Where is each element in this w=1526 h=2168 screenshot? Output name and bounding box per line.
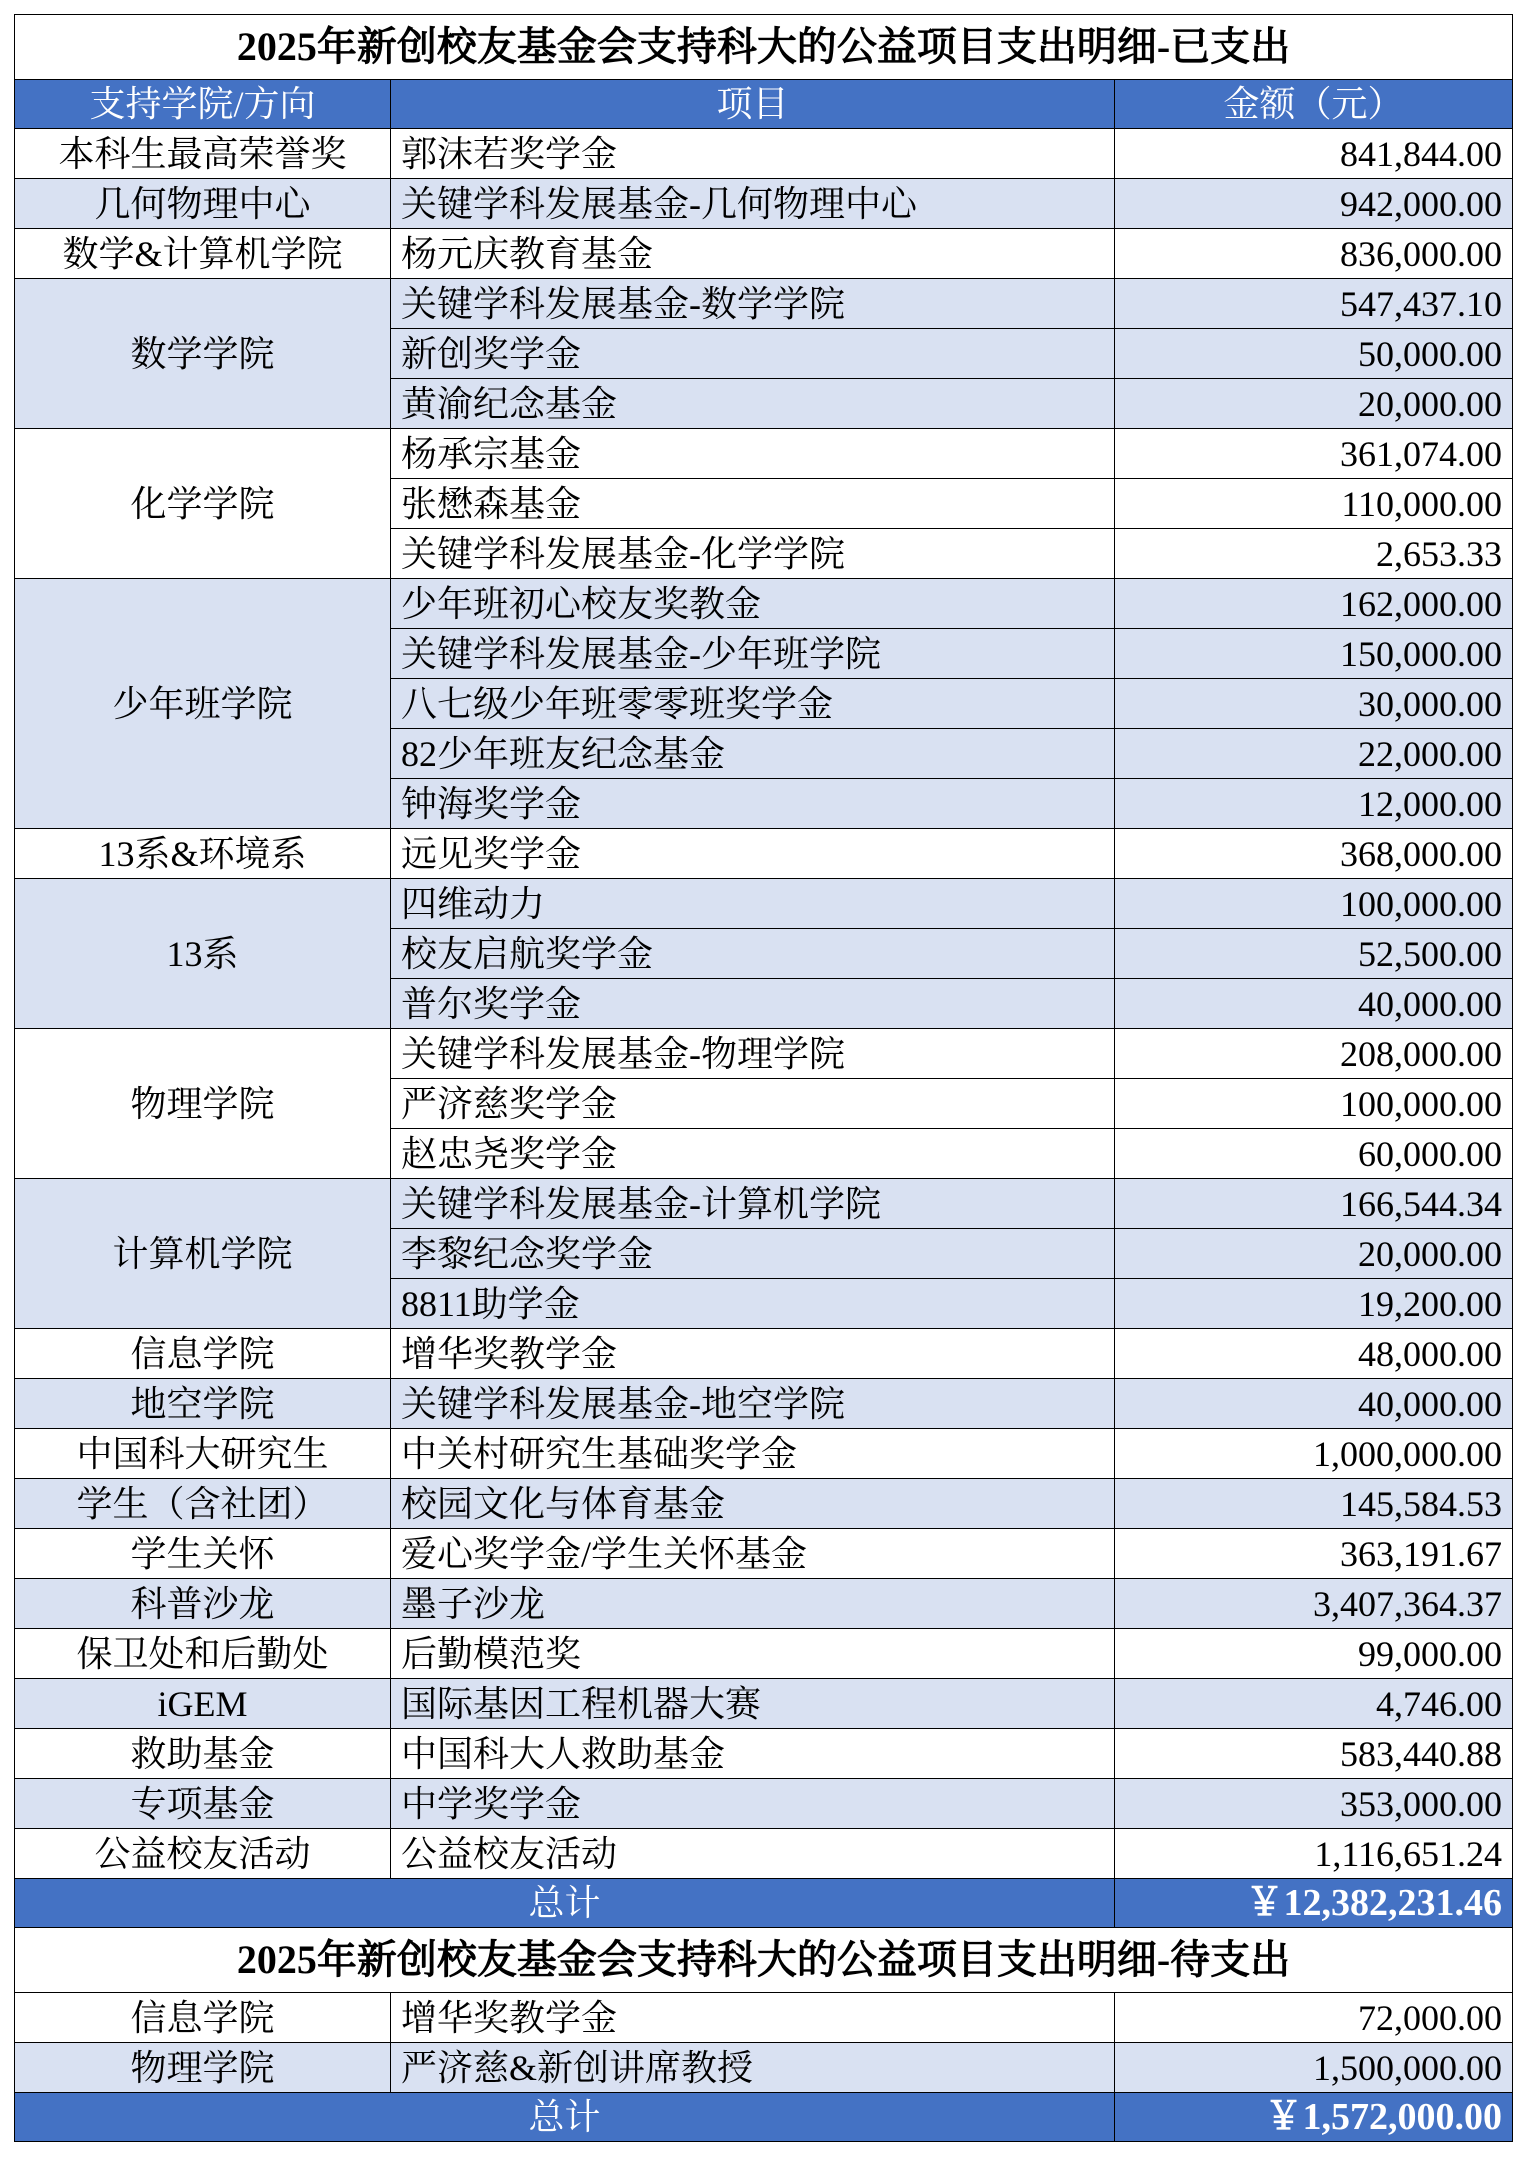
table-row [15, 1579, 1513, 1629]
table-row [15, 1779, 1513, 1829]
amount-cell: 547,437.10 [1115, 279, 1513, 329]
college-cell: 几何物理中心 [15, 179, 391, 229]
amount-cell: 1,500,000.00 [1115, 2043, 1513, 2093]
amount-cell: 50,000.00 [1115, 329, 1513, 379]
paid-title-row [15, 15, 1513, 80]
amount-cell: 2,653.33 [1115, 529, 1513, 579]
amount-cell: 60,000.00 [1115, 1129, 1513, 1179]
project-cell: 增华奖教学金 [391, 1993, 1115, 2043]
project-cell: 公益校友活动 [391, 1829, 1115, 1879]
project-cell: 郭沫若奖学金 [391, 129, 1115, 179]
table-row [15, 229, 1513, 279]
table-row [15, 2043, 1513, 2093]
project-cell: 爱心奖学金/学生关怀基金 [391, 1529, 1115, 1579]
college-cell: 科普沙龙 [15, 1579, 391, 1629]
project-cell: 八七级少年班零零班奖学金 [391, 679, 1115, 729]
college-cell: 信息学院 [15, 1329, 391, 1379]
project-cell: 中学奖学金 [391, 1779, 1115, 1829]
amount-cell: 162,000.00 [1115, 579, 1513, 629]
paid-total-value: ￥12,382,231.46 [1115, 1879, 1513, 1928]
project-cell: 赵忠尧奖学金 [391, 1129, 1115, 1179]
project-cell: 少年班初心校友奖教金 [391, 579, 1115, 629]
college-cell: 13系&环境系 [15, 829, 391, 879]
project-cell: 钟海奖学金 [391, 779, 1115, 829]
table-row [15, 1629, 1513, 1679]
pending-total-label: 总计 [15, 2093, 1115, 2142]
amount-cell: 72,000.00 [1115, 1993, 1513, 2043]
project-cell: 杨承宗基金 [391, 429, 1115, 479]
college-cell: 学生（含社团） [15, 1479, 391, 1529]
table-row [15, 129, 1513, 179]
project-cell: 严济慈奖学金 [391, 1079, 1115, 1129]
amount-cell: 19,200.00 [1115, 1279, 1513, 1329]
amount-cell: 4,746.00 [1115, 1679, 1513, 1729]
project-cell: 张懋森基金 [391, 479, 1115, 529]
project-cell: 校友启航奖学金 [391, 929, 1115, 979]
header-amount: 金额（元） [1115, 80, 1513, 129]
table-row [15, 579, 1513, 629]
table-row [15, 179, 1513, 229]
project-cell: 墨子沙龙 [391, 1579, 1115, 1629]
project-cell: 严济慈&新创讲席教授 [391, 2043, 1115, 2093]
amount-cell: 841,844.00 [1115, 129, 1513, 179]
pending-title: 2025年新创校友基金会支持科大的公益项目支出明细-待支出 [15, 1928, 1513, 1993]
project-cell: 关键学科发展基金-数学学院 [391, 279, 1115, 329]
amount-cell: 150,000.00 [1115, 629, 1513, 679]
amount-cell: 1,000,000.00 [1115, 1429, 1513, 1479]
college-cell: 学生关怀 [15, 1529, 391, 1579]
table-row [15, 1329, 1513, 1379]
amount-cell: 583,440.88 [1115, 1729, 1513, 1779]
expense-sheet [14, 14, 1512, 2142]
college-cell: 物理学院 [15, 2043, 391, 2093]
amount-cell: 836,000.00 [1115, 229, 1513, 279]
amount-cell: 30,000.00 [1115, 679, 1513, 729]
header-college: 支持学院/方向 [15, 80, 391, 129]
college-cell: 数学&计算机学院 [15, 229, 391, 279]
table-row [15, 829, 1513, 879]
pending-total-value: ￥1,572,000.00 [1115, 2093, 1513, 2142]
amount-cell: 166,544.34 [1115, 1179, 1513, 1229]
expense-table-body [15, 15, 1513, 2142]
amount-cell: 40,000.00 [1115, 1379, 1513, 1429]
amount-cell: 368,000.00 [1115, 829, 1513, 879]
college-cell: 中国科大研究生 [15, 1429, 391, 1479]
amount-cell: 1,116,651.24 [1115, 1829, 1513, 1879]
pending-title-row [15, 1928, 1513, 1993]
project-cell: 增华奖教学金 [391, 1329, 1115, 1379]
table-row [15, 279, 1513, 329]
amount-cell: 100,000.00 [1115, 879, 1513, 929]
project-cell: 关键学科发展基金-化学学院 [391, 529, 1115, 579]
project-cell: 关键学科发展基金-少年班学院 [391, 629, 1115, 679]
expense-table [14, 14, 1513, 2142]
table-row [15, 1479, 1513, 1529]
table-row [15, 1029, 1513, 1079]
table-row [15, 1993, 1513, 2043]
header-row [15, 80, 1513, 129]
amount-cell: 363,191.67 [1115, 1529, 1513, 1579]
pending-total-row [15, 2093, 1513, 2142]
project-cell: 中关村研究生基础奖学金 [391, 1429, 1115, 1479]
table-row [15, 1679, 1513, 1729]
paid-total-label: 总计 [15, 1879, 1115, 1928]
amount-cell: 3,407,364.37 [1115, 1579, 1513, 1629]
amount-cell: 12,000.00 [1115, 779, 1513, 829]
table-row [15, 1529, 1513, 1579]
college-cell: 救助基金 [15, 1729, 391, 1779]
amount-cell: 99,000.00 [1115, 1629, 1513, 1679]
college-cell: 保卫处和后勤处 [15, 1629, 391, 1679]
project-cell: 李黎纪念奖学金 [391, 1229, 1115, 1279]
table-row [15, 429, 1513, 479]
project-cell: 82少年班友纪念基金 [391, 729, 1115, 779]
college-cell: 少年班学院 [15, 579, 391, 829]
header-project: 项目 [391, 80, 1115, 129]
project-cell: 8811助学金 [391, 1279, 1115, 1329]
amount-cell: 48,000.00 [1115, 1329, 1513, 1379]
table-row [15, 1829, 1513, 1879]
college-cell: 地空学院 [15, 1379, 391, 1429]
amount-cell: 110,000.00 [1115, 479, 1513, 529]
paid-title: 2025年新创校友基金会支持科大的公益项目支出明细-已支出 [15, 15, 1513, 80]
project-cell: 关键学科发展基金-计算机学院 [391, 1179, 1115, 1229]
amount-cell: 353,000.00 [1115, 1779, 1513, 1829]
project-cell: 关键学科发展基金-物理学院 [391, 1029, 1115, 1079]
table-row [15, 1179, 1513, 1229]
amount-cell: 145,584.53 [1115, 1479, 1513, 1529]
project-cell: 普尔奖学金 [391, 979, 1115, 1029]
college-cell: 专项基金 [15, 1779, 391, 1829]
college-cell: 13系 [15, 879, 391, 1029]
college-cell: 公益校友活动 [15, 1829, 391, 1879]
amount-cell: 361,074.00 [1115, 429, 1513, 479]
college-cell: 信息学院 [15, 1993, 391, 2043]
project-cell: 关键学科发展基金-地空学院 [391, 1379, 1115, 1429]
table-row [15, 1429, 1513, 1479]
college-cell: 化学学院 [15, 429, 391, 579]
college-cell: iGEM [15, 1679, 391, 1729]
amount-cell: 20,000.00 [1115, 1229, 1513, 1279]
amount-cell: 40,000.00 [1115, 979, 1513, 1029]
project-cell: 校园文化与体育基金 [391, 1479, 1115, 1529]
project-cell: 四维动力 [391, 879, 1115, 929]
project-cell: 关键学科发展基金-几何物理中心 [391, 179, 1115, 229]
amount-cell: 20,000.00 [1115, 379, 1513, 429]
college-cell: 数学学院 [15, 279, 391, 429]
project-cell: 后勤模范奖 [391, 1629, 1115, 1679]
table-row [15, 879, 1513, 929]
project-cell: 远见奖学金 [391, 829, 1115, 879]
table-row [15, 1729, 1513, 1779]
table-row [15, 1379, 1513, 1429]
amount-cell: 100,000.00 [1115, 1079, 1513, 1129]
college-cell: 计算机学院 [15, 1179, 391, 1329]
college-cell: 本科生最高荣誉奖 [15, 129, 391, 179]
project-cell: 新创奖学金 [391, 329, 1115, 379]
college-cell: 物理学院 [15, 1029, 391, 1179]
project-cell: 黄渝纪念基金 [391, 379, 1115, 429]
project-cell: 杨元庆教育基金 [391, 229, 1115, 279]
amount-cell: 52,500.00 [1115, 929, 1513, 979]
amount-cell: 22,000.00 [1115, 729, 1513, 779]
amount-cell: 208,000.00 [1115, 1029, 1513, 1079]
amount-cell: 942,000.00 [1115, 179, 1513, 229]
project-cell: 中国科大人救助基金 [391, 1729, 1115, 1779]
paid-total-row [15, 1879, 1513, 1928]
project-cell: 国际基因工程机器大赛 [391, 1679, 1115, 1729]
